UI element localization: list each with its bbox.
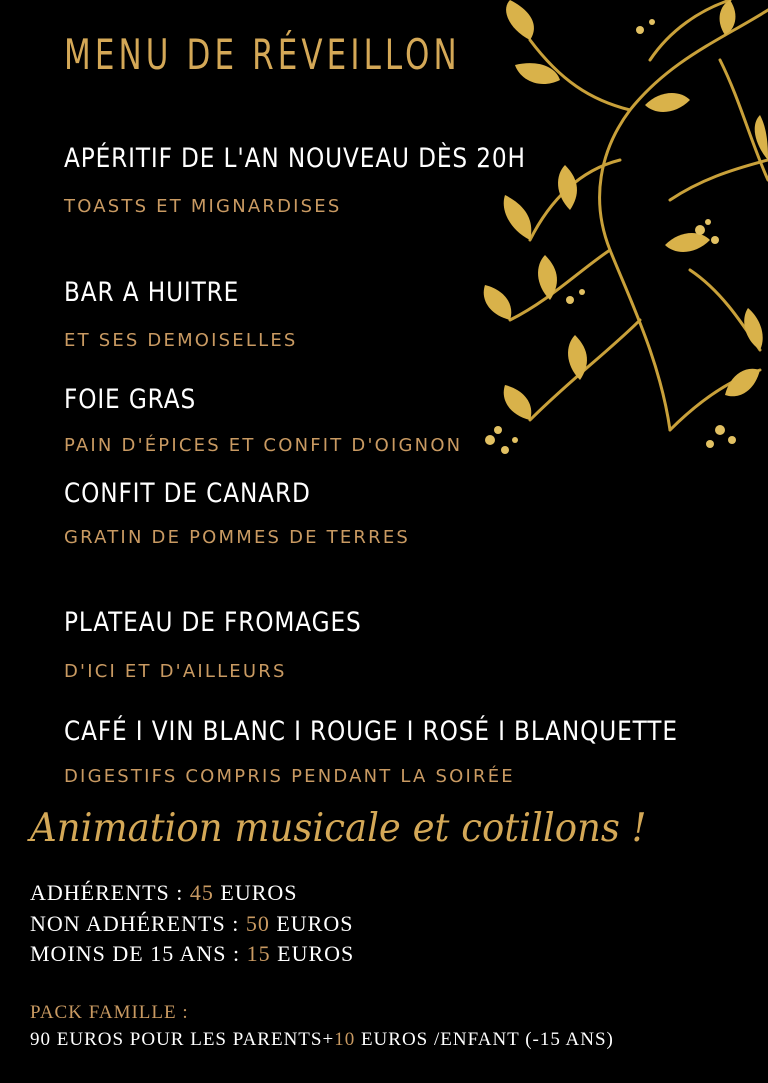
course-desc-confit-canard: GRATIN DE POMMES DE TERRES [64,527,411,548]
pack-part1: 90 EUROS POUR LES PARENTS+ [30,1029,335,1050]
menu-title: MENU DE RÉVEILLON [64,30,461,79]
price-label: ADHÉRENTS : [30,880,190,905]
price-moins-15-ans [30,941,354,967]
price-amount: 50 [245,911,270,936]
pack-part2: EUROS /ENFANT (-15 ANS) [355,1029,614,1050]
price-amount: 15 [246,941,271,966]
price-adherents [30,880,298,906]
pack-famille-label: PACK FAMILLE : [30,1002,189,1023]
price-amount: 45 [189,880,214,905]
price-unit: EUROS [269,911,354,936]
course-name-confit-canard: CONFIT DE CANARD [64,478,311,509]
course-desc-boissons: DIGESTIFS COMPRIS PENDANT LA SOIRÉE [64,766,515,787]
gold-foliage-decoration [470,0,768,480]
course-desc-aperitif: TOASTS ET MIGNARDISES [64,196,342,217]
course-desc-fromages: D'ICI ET D'AILLEURS [64,661,287,682]
course-desc-bar-huitre: ET SES DEMOISELLES [64,330,298,351]
price-non-adherents [30,911,353,937]
price-label: MOINS DE 15 ANS : [30,941,247,966]
course-name-aperitif: APÉRITIF DE L'AN NOUVEAU DÈS 20H [64,143,526,174]
price-unit: EUROS [270,941,355,966]
pack-famille-details [30,1029,614,1051]
animation-tagline: Animation musicale et cotillons ! [30,806,647,851]
price-label: NON ADHÉRENTS : [30,911,246,936]
price-unit: EUROS [213,880,298,905]
pack-amount: 10 [334,1029,356,1050]
course-name-foie-gras: FOIE GRAS [64,384,197,415]
course-name-boissons: CAFÉ I VIN BLANC I ROUGE I ROSÉ I BLANQUETTE [64,716,678,747]
course-name-fromages: PLATEAU DE FROMAGES [64,607,362,638]
course-name-bar-huitre: BAR A HUITRE [64,277,240,308]
course-desc-foie-gras: PAIN D'ÉPICES ET CONFIT D'OIGNON [64,435,463,456]
